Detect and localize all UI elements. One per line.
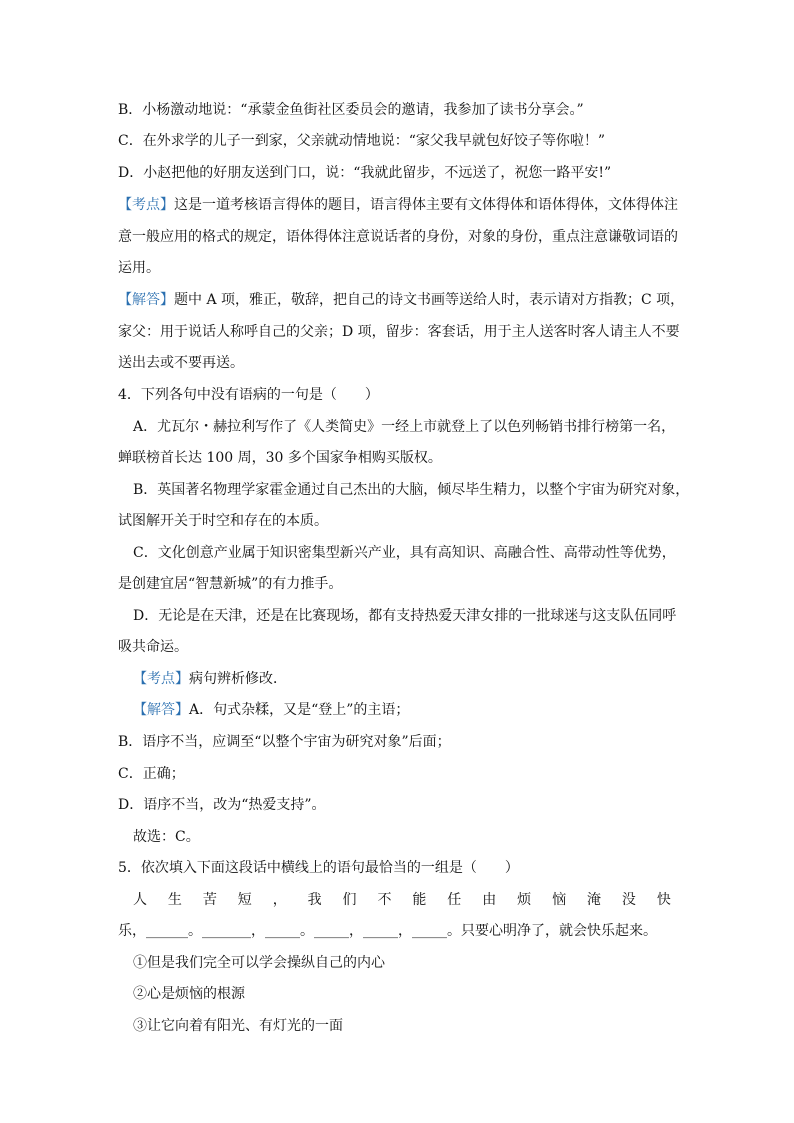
passage-char: 们 [342,892,357,908]
passage-char: 恼 [552,892,567,908]
passage-char: 由 [482,892,497,908]
q4-option-b-line-2: 试图解开关于时空和存在的本质。 [118,513,328,529]
kaodian-text: 这是一道考核语言得体的题目，语言得体主要有文体得体和语体得体，文体得体注 [174,197,678,213]
q3-option-b: B．小杨激动地说：“承蒙金鱼街社区委员会的邀请，我参加了读书分享会。” [118,102,584,118]
q3-jieda-line-2: 家父：用于说话人称呼自己的父亲；D 项，留步：客套话，用于主人送客时客人请主人不要 [118,324,680,340]
q4-kaodian [133,669,287,689]
kaodian-tag: 【考点】 [118,197,174,213]
passage-char: 生 [167,892,182,908]
q5-stem: 5．依次填入下面这段话中横线上的语句最恰当的一组是（ ） [118,860,519,876]
q5-passage-line-2: 乐，______。_______，_____。_____，_____，_____。只要心明净了，就会快乐起来。 [118,923,657,939]
q4-option-c-line-2: 是创建宜居“智慧新城”的有力推手。 [118,576,343,592]
q5-item-2: ②心是烦恼的根源 [133,986,245,1002]
q4-option-a-line-2: 蝉联榜首长达 100 周，30 多个国家争相购买版权。 [118,450,442,466]
passage-char: 没 [621,892,636,908]
q3-option-d: D．小赵把他的好朋友送到门口，说：“我就此留步，不远送了，祝您一路平安!” [118,165,612,181]
q4-option-a-line-1: A．尤瓦尔・赫拉利写作了《人类简史》一经上市就登上了以色列畅销书排行榜第一名， [133,419,676,435]
jieda-text: A．句式杂糅，又是“登上”的主语； [189,702,410,718]
q3-kaodian-line-3: 运用。 [118,260,160,276]
q4-option-d-line-2: 吸共命运。 [118,639,188,655]
q4-jieda [133,700,409,720]
q3-option-c: C．在外求学的儿子一到家，父亲就动情地说：“家父我早就包好饺子等你啦！” [118,133,606,149]
q4-jieda-c: C．正确； [118,766,185,782]
q4-jieda-d: D．语序不当，改为“热爱支持”。 [118,797,326,813]
passage-char: 苦 [202,892,217,908]
passage-char: 快 [656,892,671,908]
passage-char: 人 [133,892,147,908]
kaodian-text: 病句辨析修改． [189,671,287,687]
jieda-text: 题中 A 项，雅正，敬辞，把自己的诗文书画等送给人时，表示请对方指教；C 项， [174,292,685,308]
q5-item-1: ①但是我们完全可以学会操纵自己的内心 [133,955,385,971]
jieda-tag: 【解答】 [133,702,189,718]
q3-kaodian-line-2: 意一般应用的格式的规定，语体得体注意说话者的身份，对象的身份，重点注意谦敬词语的 [118,229,678,245]
q3-jieda-line-3: 送出去或不要再送。 [118,355,244,371]
q4-jieda-b: B．语序不当，应调至“以整个宇宙为研究对象”后面； [118,734,451,750]
passage-char: 我 [307,892,322,908]
kaodian-tag: 【考点】 [133,671,189,687]
passage-char: 烦 [517,892,532,908]
q4-stem: 4．下列各句中没有语病的一句是（ ） [118,387,379,403]
q4-option-b-line-1: B．英国著名物理学家霍金通过自己杰出的大脑，倾尽毕生精力，以整个宇宙为研究对象， [133,482,690,498]
passage-char: 淹 [586,892,601,908]
jieda-tag: 【解答】 [118,292,174,308]
passage-char: ， [272,892,287,908]
q5-item-3: ③让它向着有阳光、有灯光的一面 [133,1018,343,1034]
q4-option-d-line-1: D．无论是在天津，还是在比赛现场，都有支持热爱天津女排的一批球迷与这支队伍同呼 [133,608,677,624]
passage-char: 能 [412,892,427,908]
passage-char: 任 [447,892,462,908]
passage-char: 短 [237,892,252,908]
q4-answer: 故选：C。 [133,829,200,845]
q4-option-c-line-1: C．文化创意产业属于知识密集型新兴产业，具有高知识、高融合性、高带动性等优势， [133,545,676,561]
q3-kaodian-line-1 [118,195,678,215]
q3-jieda-line-1 [118,290,684,310]
passage-char: 不 [377,892,392,908]
q5-passage-line-1 [133,890,671,910]
